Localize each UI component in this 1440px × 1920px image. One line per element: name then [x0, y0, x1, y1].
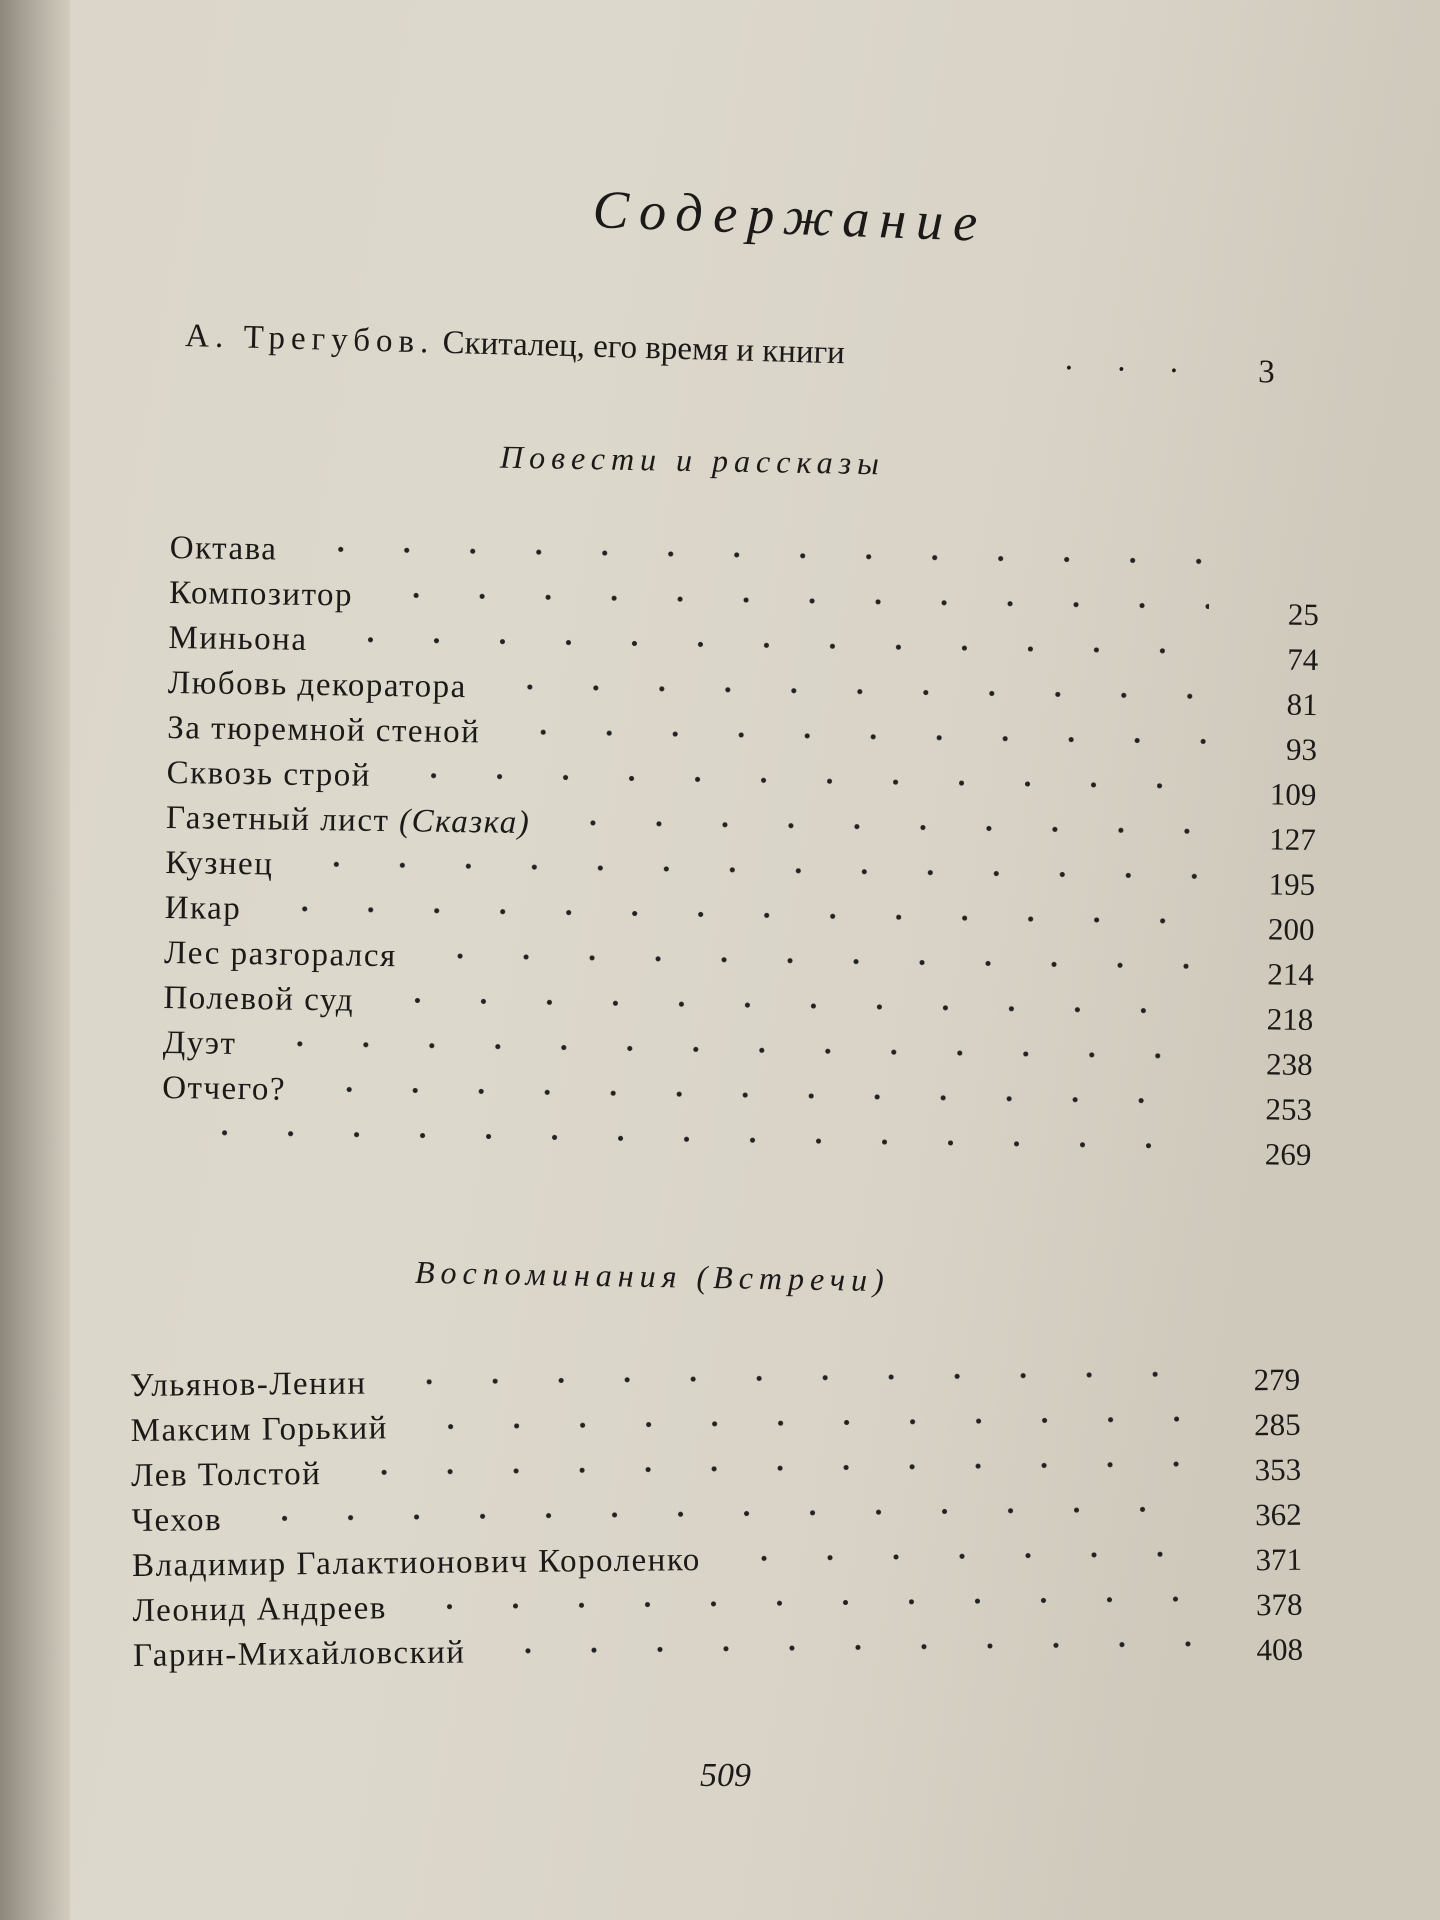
- toc-entry-page: 127: [1269, 821, 1317, 858]
- toc-entry-page: 269: [1264, 1136, 1312, 1172]
- toc-entry-title: Отчего?: [161, 1069, 287, 1108]
- dot-leader: [731, 1551, 1192, 1562]
- toc-entry-page: 253: [1265, 1091, 1313, 1127]
- toc-entry-title: Владимир Галактионович Короленко: [131, 1542, 701, 1584]
- dot-leader: [427, 953, 1204, 970]
- toc-entry-page: 362: [1254, 1496, 1302, 1533]
- toc-entry-page: 238: [1265, 1046, 1313, 1083]
- toc-entry-title: Ульянов-Ленин: [130, 1365, 367, 1404]
- section-heading-memoirs: Воспоминания (Встречи): [414, 1253, 891, 1299]
- toc-entry-title: Сквозь строй: [166, 754, 372, 794]
- dot-leader: [252, 1506, 1192, 1522]
- toc-entry-title: Леонид Андреев: [132, 1590, 388, 1629]
- intro-text: Скиталец, его время и книги: [442, 324, 846, 372]
- dot-leader: [316, 1086, 1202, 1104]
- dot-leader: [396, 1371, 1190, 1385]
- dot-leader: [384, 997, 1203, 1014]
- toc-entry-title: Чехов: [131, 1502, 223, 1539]
- toc-entry-title: Любовь декоратора: [167, 664, 468, 706]
- toc-entry-page: 371: [1255, 1541, 1303, 1578]
- toc-entry-title: За тюремной стеной: [166, 709, 481, 751]
- toc-entry-title: Октава: [169, 530, 278, 568]
- intro-leader: . . .: [1064, 341, 1197, 381]
- toc-entry-page: 195: [1268, 866, 1316, 903]
- intro-page: 3: [1257, 354, 1276, 391]
- dot-leader: [401, 772, 1207, 789]
- dot-leader: [497, 684, 1208, 700]
- dot-leader: [272, 905, 1205, 924]
- toc-stories: [161, 530, 1320, 1176]
- dot-leader: [495, 1641, 1193, 1654]
- toc-entry-subtitle: (Сказка): [398, 803, 531, 842]
- toc-entry-title: Максим Горький: [130, 1410, 389, 1449]
- dot-leader: [351, 1461, 1191, 1476]
- toc-entry-title: Газетный лист (Сказка): [165, 799, 531, 842]
- toc-entry-title: Миньона: [168, 619, 308, 658]
- toc-entry-title: Полевой суд: [163, 979, 355, 1019]
- toc-entry-page: 81: [1286, 686, 1318, 723]
- dot-leader: [383, 592, 1209, 610]
- dot-leader: [303, 861, 1205, 880]
- toc-entry-page: 353: [1254, 1451, 1302, 1488]
- toc-entry-title: Дуэт: [162, 1024, 237, 1062]
- dot-leader: [560, 819, 1206, 834]
- toc-entry-title: Кузнец: [165, 844, 274, 883]
- dot-leader: [192, 1129, 1202, 1149]
- toc-entry-page: 279: [1253, 1361, 1301, 1398]
- toc-entry-page: 408: [1256, 1631, 1304, 1668]
- toc-entry-page: 200: [1267, 911, 1315, 948]
- toc-entry-page: 218: [1266, 1001, 1314, 1038]
- dot-leader: [337, 636, 1208, 654]
- dot-leader: [308, 546, 1210, 565]
- dot-leader: [267, 1040, 1203, 1059]
- toc-entry-page: 25: [1287, 596, 1320, 633]
- toc-entry-title: Гарин-Михайловский: [132, 1634, 466, 1674]
- toc-entry-page: 285: [1253, 1406, 1301, 1443]
- dot-leader: [418, 1416, 1191, 1430]
- dot-leader: [416, 1596, 1192, 1610]
- intro-author: А. Трегубов.: [184, 318, 435, 361]
- toc-entry-page: 378: [1255, 1586, 1303, 1623]
- toc-entry-title: Икар: [164, 889, 242, 928]
- toc-entry-title: Композитор: [168, 574, 354, 614]
- toc-entry-title: Лес разгорался: [163, 934, 397, 975]
- toc-entry-page: 74: [1287, 641, 1319, 678]
- page-number: 509: [700, 1757, 751, 1794]
- section-heading-stories: Повести и рассказы: [499, 438, 886, 482]
- intro-entry: [184, 318, 1295, 407]
- book-spine-shadow: [0, 0, 70, 1920]
- toc-entry-page: 109: [1269, 776, 1317, 813]
- toc-entry-title: Лев Толстой: [130, 1456, 322, 1494]
- toc-entry-page: 93: [1285, 731, 1318, 768]
- toc-entry-page: 214: [1267, 956, 1315, 993]
- page-title: Содержание: [591, 179, 989, 253]
- dot-leader: [510, 729, 1207, 745]
- toc-memoirs: [130, 1356, 1303, 1683]
